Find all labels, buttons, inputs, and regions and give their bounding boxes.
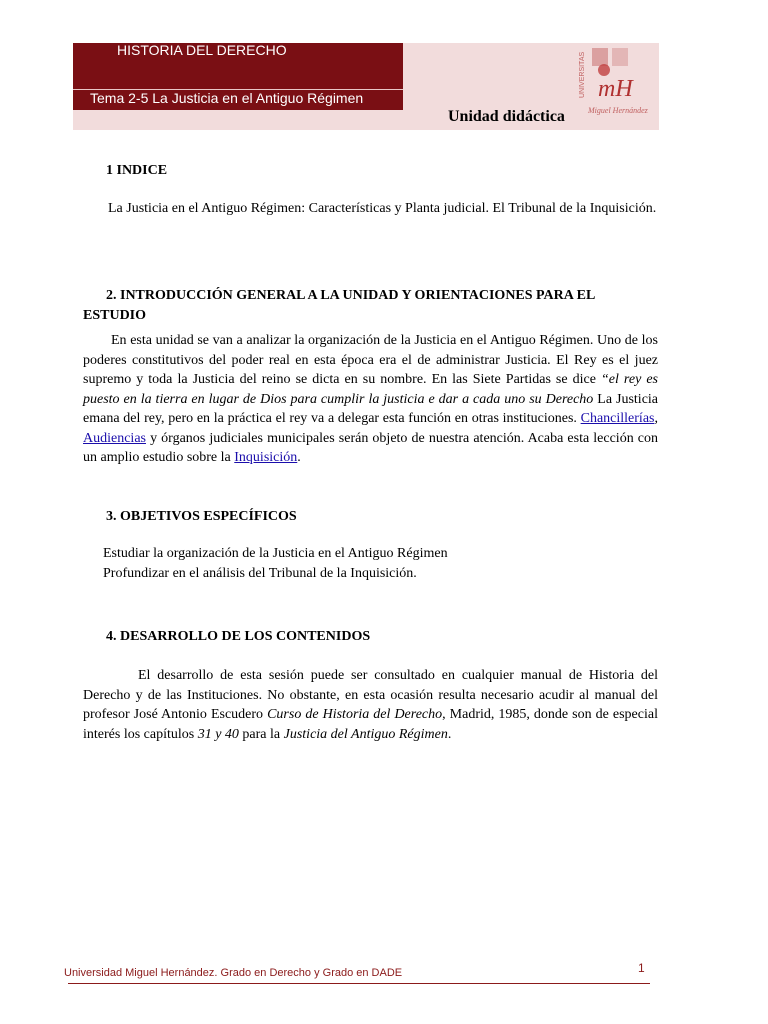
umh-logo-icon (572, 44, 652, 116)
course-title: HISTORIA DEL DERECHO (117, 42, 287, 58)
logo-vertical-text: UNIVERSITAS (579, 51, 586, 98)
logo-name-text: Miguel Hernández (588, 106, 648, 115)
footer-text: Universidad Miguel Hernández. Grado en Derecho y Grado en DADE (64, 967, 403, 979)
section-heading-indice: 1 INDICE (106, 163, 168, 178)
footer-divider (68, 983, 650, 984)
intro-comma: , (654, 411, 658, 426)
intro-text-1: En esta unidad se van a analizar la organización de la Justicia en el Antiguo Régimen. Uno de los poderes constitutivos del poder real en esta época era el de administrar Justicia. El Rey es el juez supremo y toda la Justicia del reino se dicta en su nombre. En las Siete Partidas se dice (83, 333, 658, 387)
section-heading-desarrollo: 4. DESARROLLO DE LOS CONTENIDOS (106, 629, 371, 644)
chapter-numbers: 31 y 40 (197, 726, 239, 742)
topic-subtitle: Tema 2-5 La Justicia en el Antiguo Régimen (90, 90, 364, 106)
desarrollo-text-4: . (447, 726, 452, 742)
intro-end: . (297, 450, 301, 465)
section-heading-objetivos: 3. OBJETIVOS ESPECÍFICOS (106, 509, 297, 524)
page-number: 1 (638, 961, 645, 975)
desarrollo-paragraph (83, 666, 658, 744)
section-heading-intro-line1: 2. INTRODUCCIÓN GENERAL A LA UNIDAD Y ORIENTACIONES PARA EL (106, 288, 596, 303)
link-chancillerias[interactable]: Chancillerías (580, 411, 655, 426)
topic-title: Justicia del Antiguo Régimen (283, 726, 448, 742)
unit-label: Unidad didáctica (448, 108, 565, 125)
desarrollo-text-2: , Madrid, 1985, donde son de especial interés los capítulos (83, 707, 658, 742)
desarrollo-text-3: para la (238, 726, 284, 742)
objective-item: Estudiar la organización de la Justicia en el Antiguo Régimen (103, 546, 448, 561)
intro-text-2: La Justicia emana del rey, pero en la práctica el rey va a delegar esta función en otras instituciones. (83, 391, 659, 426)
section-heading-intro-line2: ESTUDIO (83, 308, 147, 323)
siete-partidas-quote: “el rey es puesto en la tierra en lugar de Dios para cumplir la justicia e dar a cada uno su Derecho (83, 372, 658, 407)
intro-text-3: y órganos judiciales municipales serán objeto de nuestra atención. Acaba esta lección con un amplio estudio sobre la (83, 430, 658, 465)
logo-monogram: mH (598, 76, 633, 102)
objective-item: Profundizar en el análisis del Tribunal de la Inquisición. (103, 566, 417, 581)
indice-text: La Justicia en el Antiguo Régimen: Características y Planta judicial. El Tribunal de la Inquisición. (108, 201, 657, 216)
desarrollo-text-1: El desarrollo de esta sesión puede ser consultado en cualquier manual de Historia del Derecho y de las Instituciones. No obstante, en esta ocasión resulta necesario acudir al manual del profesor José Antonio Escudero (83, 668, 658, 722)
link-inquisicion[interactable]: Inquisición (234, 450, 298, 465)
book-title: Curso de Historia del Derecho (267, 707, 443, 722)
link-audiencias[interactable]: Audiencias (83, 430, 146, 446)
intro-paragraph (83, 331, 658, 468)
